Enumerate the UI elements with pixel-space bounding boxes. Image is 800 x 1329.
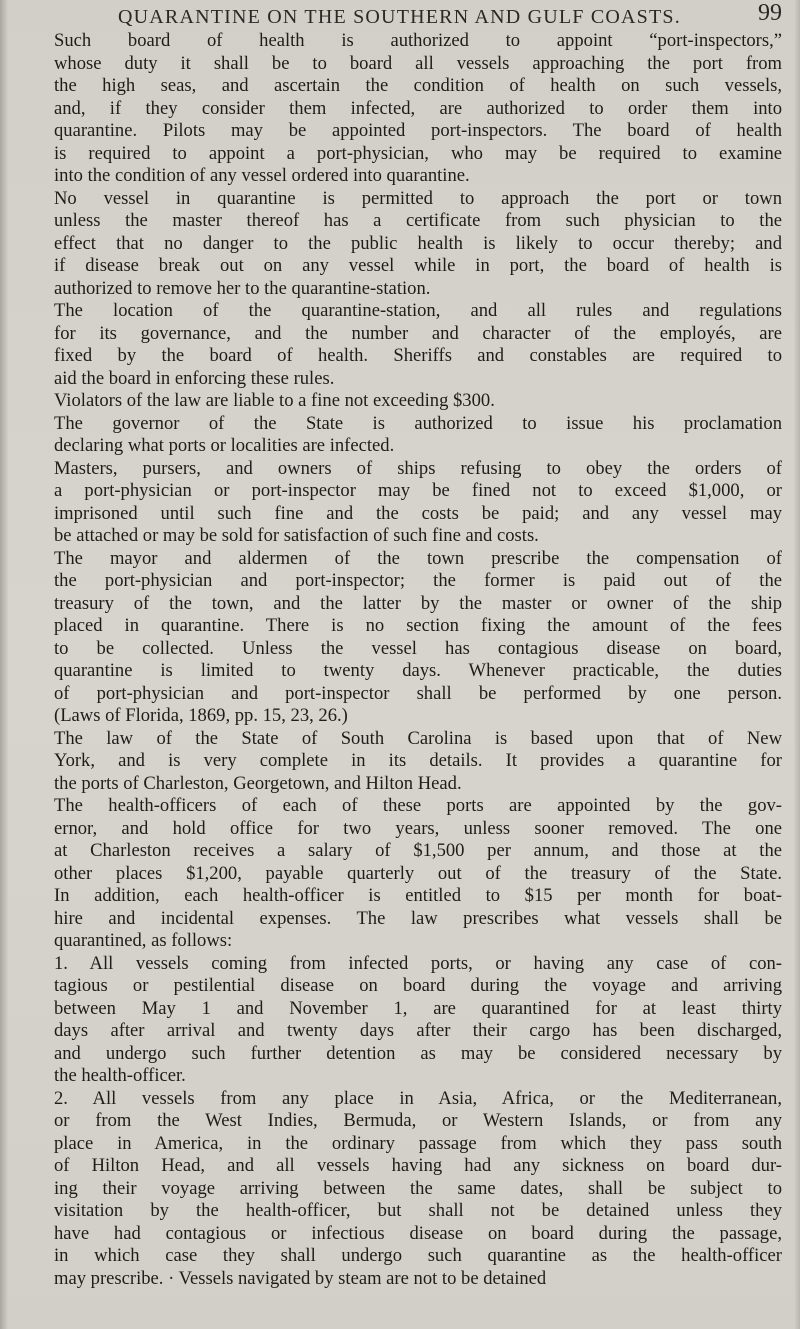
text-line: place in America, in the ordinary passage from which they pass south (54, 1132, 782, 1154)
text-line: 2. All vessels from any place in Asia, Africa, or the Mediterranean, (54, 1087, 782, 1109)
text-line: into the condition of any vessel ordered into quarantine. (54, 165, 470, 186)
text-line: treasury of the town, and the latter by the master or owner of the ship (54, 592, 782, 614)
text-line: and, if they consider them infected, are authorized to order them into (54, 97, 782, 119)
text-line: effect that no danger to the public health is likely to occur thereby; and (54, 232, 782, 254)
text-line: visitation by the health-officer, but shall not be detained unless they (54, 1200, 782, 1221)
page-number: 99 (758, 0, 782, 26)
text-line: the port-physician and port-inspector; the former is paid out of the (54, 570, 782, 591)
text-line: ernor, and hold office for two years, unless sooner removed. The one (54, 817, 782, 839)
text-line: imprisoned until such fine and the costs be paid; and any vessel may (54, 502, 782, 524)
text-line: other places $1,200, payable quarterly out of the treasury of the State. (54, 862, 782, 884)
text-line: a port-physician or port-inspector may be fined not to exceed $1,000, or (54, 480, 782, 501)
text-line: Masters, pursers, and owners of ships refusing to obey the orders of (54, 457, 782, 479)
text-line: if disease break out on any vessel while in port, the board of health is (54, 255, 782, 276)
text-line: days after arrival and twenty days after their cargo has been discharged, (54, 1020, 782, 1041)
text-line: placed in quarantine. There is no section fixing the amount of the fees (54, 615, 782, 636)
text-line: or from the West Indies, Bermuda, or Western Islands, or from any (54, 1110, 782, 1131)
text-line: in which case they shall undergo such quarantine as the health-officer (54, 1245, 782, 1266)
text-line: be attached or may be sold for satisfaction of such fine and costs. (54, 525, 539, 546)
text-line: quarantined, as follows: (54, 930, 233, 951)
text-line: aid the board in enforcing these rules. (54, 367, 335, 389)
text-line: and undergo such further detention as may be considered necessary by (54, 1042, 782, 1064)
text-line: ing their voyage arriving between the same dates, shall be subject to (54, 1177, 782, 1199)
text-line: 1. All vessels coming from infected ports, or having any case of con- (54, 952, 782, 974)
text-line: York, and is very complete in its details. It provides a quarantine for (54, 750, 782, 771)
running-header (0, 0, 800, 30)
text-line: the health-officer. (54, 1065, 186, 1086)
body-text (54, 30, 782, 1290)
running-title: QUARANTINE ON THE SOUTHERN AND GULF COASTS. (118, 6, 681, 28)
text-line: for its governance, and the number and character of the employés, are (54, 322, 782, 344)
text-line: declaring what ports or localities are infected. (54, 435, 395, 456)
text-line: whose duty it shall be to board all vessels approaching the port from (54, 52, 782, 74)
text-line: fixed by the board of health. Sheriffs and constables are required to (54, 345, 782, 366)
text-line: at Charleston receives a salary of $1,500 per annum, and those at the (54, 840, 782, 861)
text-line: authorized to remove her to the quarantine-station. (54, 277, 431, 299)
text-line: the high seas, and ascertain the condition of health on such vessels, (54, 75, 782, 96)
text-line: In addition, each health-officer is entitled to $15 per month for boat- (54, 885, 782, 906)
text-line: tagious or pestilential disease on board during the voyage and arriving (54, 975, 782, 996)
text-line: The governor of the State is authorized to issue his proclamation (54, 412, 782, 434)
text-line: quarantine. Pilots may be appointed port-inspectors. The board of health (54, 120, 782, 141)
text-line: The law of the State of South Carolina is based upon that of New (54, 727, 782, 749)
text-line: hire and incidental expenses. The law prescribes what vessels shall be (54, 907, 782, 929)
text-line: have had contagious or infectious disease on board during the passage, (54, 1222, 782, 1244)
page-binding-edge (0, 0, 8, 1329)
text-line: between May 1 and November 1, are quarantined for at least thirty (54, 997, 782, 1019)
text-line: Such board of health is authorized to appoint “port-inspectors,” (54, 30, 782, 51)
text-line: The health-officers of each of these ports are appointed by the gov- (54, 795, 782, 816)
text-line: unless the master thereof has a certificate from such physician to the (54, 210, 782, 231)
text-line: is required to appoint a port-physician, who may be required to examine (54, 142, 782, 164)
text-line: the ports of Charleston, Georgetown, and Hilton Head. (54, 772, 462, 794)
text-line: (Laws of Florida, 1869, pp. 15, 23, 26.) (54, 705, 348, 726)
text-line: The mayor and aldermen of the town prescribe the compensation of (54, 547, 782, 569)
text-line: The location of the quarantine-station, and all rules and regulations (54, 300, 782, 321)
text-line: of Hilton Head, and all vessels having had any sickness on board dur- (54, 1155, 782, 1176)
text-line: may prescribe. · Vessels navigated by steam are not to be detained (54, 1267, 547, 1289)
text-line: Violators of the law are liable to a fine not exceeding $300. (54, 390, 495, 411)
text-line: No vessel in quarantine is permitted to approach the port or town (54, 187, 782, 209)
text-line: to be collected. Unless the vessel has contagious disease on board, (54, 637, 782, 659)
page-outer-edge (794, 0, 800, 1329)
text-line: quarantine is limited to twenty days. Whenever practicable, the duties (54, 660, 782, 681)
text-line: of port-physician and port-inspector shall be performed by one person. (54, 682, 782, 704)
